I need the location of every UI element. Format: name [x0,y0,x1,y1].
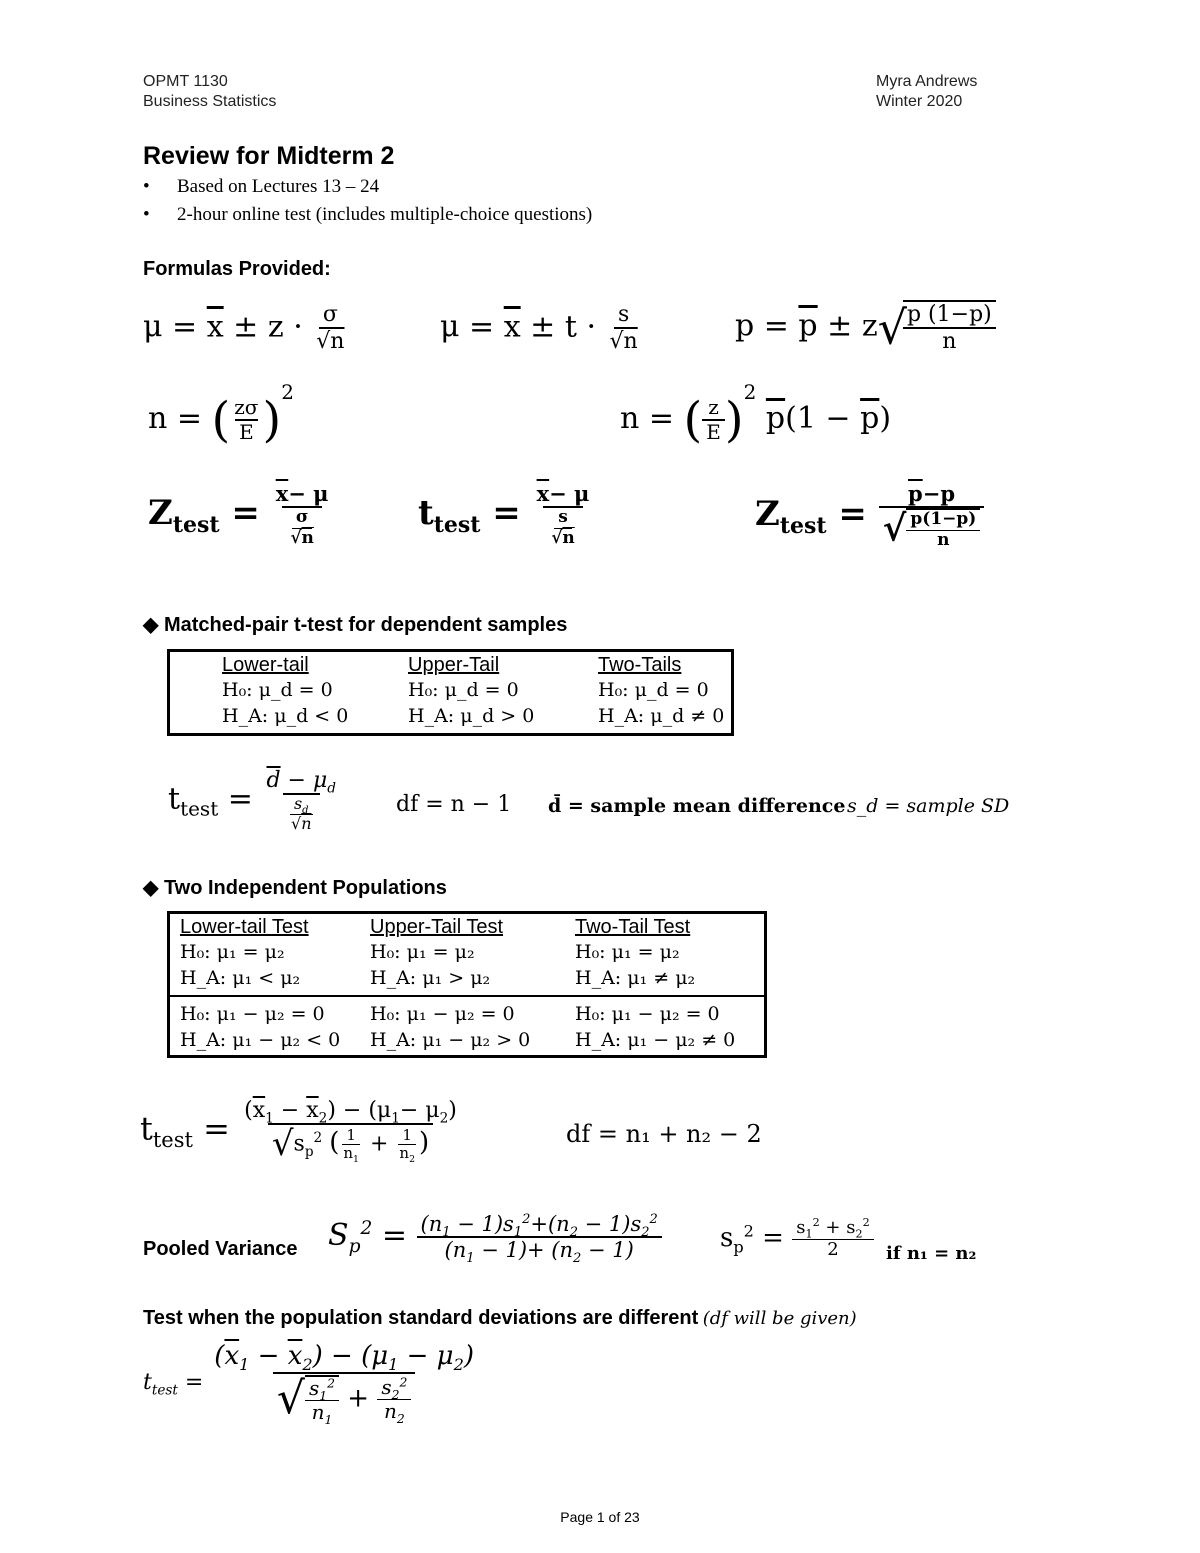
table-header: Upper-Tail [408,654,500,676]
formula-pooled-variance-equal-n: $s_p^2$ = $\frac{s_1^2 + s_2^2}{2}$ [720,1218,874,1260]
table-cell: H₀: μ_d = 0 [598,679,709,701]
table-cell: H_A: μ₁ − μ₂ > 0 [370,1029,531,1051]
table-cell: H₀: μ₁ − μ₂ = 0 [575,1003,720,1025]
author-name: Myra Andrews [876,73,978,90]
table-row [169,939,766,965]
independent-hypotheses-table [167,911,767,1058]
table-header: Lower-tail Test [180,916,309,938]
formula-t-test-paired: $t_{test}$ = $\frac{\overline{d} - \mu_d}{\frac{s_d}{√n}}$ [168,768,337,833]
course-code: OPMT 1130 [143,73,228,90]
table-row [169,965,766,996]
formula-t-test-mean: $t_{test}$ = $\frac{\overline{x}- \mu}{\frac{s}{√n}}$ [418,481,590,548]
table-row [169,703,733,735]
formula-t-test-pooled: $t_{test}$ = $(\overline{x}_1 - \overline{x}_2) - (\mu_1- \mu_2)$ $√s_p^2$ ( $\frac{1}{n_1}$ + $\frac{1}{n_2}$ ) [140,1098,457,1166]
table-cell: H₀: μ_d = 0 [408,679,519,701]
page-title: Review for Midterm 2 [143,142,395,170]
paired-df: df = n − 1 [396,792,512,817]
table-header: Two-Tails [598,654,682,676]
formula-ci-proportion: $p = \overline{p} \pm z√$ $\frac{p (1-\overline{p})}{n}$ [735,300,996,355]
table-row [169,677,733,703]
paired-dbar-definition: d̄ = sample mean difference [548,795,846,817]
bullet-dot-icon: • [143,176,150,197]
table-cell: H_A: μ_d > 0 [408,705,535,727]
formula-z-test-mean: $Z_{test}$ = $\frac{\overline{x}- \mu}{\frac{\sigma}{√n}}$ [148,481,329,548]
unequal-sd-df-note: (df will be given) [702,1308,857,1329]
table-cell: H_A: μ_d ≠ 0 [598,705,725,727]
section-two-independent: ◆ Two Independent Populations [143,877,447,899]
table-cell: H₀: μ₁ = μ₂ [370,941,475,963]
course-name: Business Statistics [143,93,277,110]
formula-sample-size-proportion: n = ( $\frac{z}{E}$ )$^2$ $\overline{p}(1 - \overline{p})$ [620,380,892,448]
table-cell: H_A: μ₁ − μ₂ ≠ 0 [575,1029,736,1051]
bullet-dot-icon: • [143,204,150,225]
pooled-variance-label: Pooled Variance [143,1238,298,1260]
paired-sd-definition: s_d = sample SD [847,795,1010,817]
table-cell: H_A: μ₁ ≠ μ₂ [575,965,766,996]
formula-sample-size-mean: n = ( $\frac{z\sigma}{E}$ )$^2$ [148,380,294,448]
table-cell: H₀: μ₁ = μ₂ [575,941,680,963]
pooled-equal-n-note: if n₁ = n₂ [886,1243,977,1264]
bullet-item [143,176,379,198]
table-cell: H_A: μ₁ > μ₂ [370,965,575,996]
formulas-heading: Formulas Provided: [143,258,331,280]
table-row [169,996,766,1027]
table-cell: H₀: μ₁ = μ₂ [180,941,285,963]
page-number: Page 1 of 23 [560,1509,640,1525]
unequal-sd-heading-text: Test when the population standard deviations are different [143,1307,699,1329]
table-cell: H₀: μ₁ − μ₂ = 0 [180,1003,325,1025]
table-header: Two-Tail Test [575,916,691,938]
section-matched-pair: ◆ Matched-pair t-test for dependent samples [143,614,568,636]
table-header: Upper-Tail Test [370,916,504,938]
table-cell: H_A: μ_d < 0 [222,705,349,727]
formula-t-test-unequal-sd: $t_{test}$ = $(\overline{x}_1 - \overline{x}_2) - (\mu_1 - \mu_2)$ √ $\frac{s_1^2}{n_1}$ + $\frac{s_2^2}{n_2}$ [143,1341,474,1427]
table-cell: H₀: μ₁ − μ₂ = 0 [370,1003,515,1025]
table-cell: H_A: μ₁ < μ₂ [169,965,371,996]
table-cell: H_A: μ₁ − μ₂ < 0 [180,1029,341,1051]
table-cell: H₀: μ_d = 0 [222,679,333,701]
formula-z-test-proportion: $Z_{test}$ = $\overline{p}-p$ √ $\frac{p(1-p)}{n}$ [755,482,984,550]
term: Winter 2020 [876,93,963,110]
table-row [169,1027,766,1057]
bullet-item [143,204,592,226]
formula-pooled-variance: $S_p^2$ = $\frac{(n_1 - 1)s_1^2+(n_2 - 1)s_2^2}{(n_1 - 1)+ (n_2 - 1)}$ [328,1212,662,1262]
pooled-df: df = n₁ + n₂ − 2 [566,1120,762,1148]
table-header: Lower-tail [222,654,309,676]
bullet-text: 2-hour online test (includes multiple-choice questions) [177,204,593,225]
formula-ci-mean-z: $\mu = \overline{x} \pm z$ · $\frac{\sigma}{√n}$ [143,302,345,355]
formula-ci-mean-t: $\mu = \overline{x} \pm t$ · $\frac{s}{√n}$ [440,302,638,355]
matched-hypotheses-table [167,649,734,736]
unequal-sd-heading [143,1307,857,1330]
bullet-text: Based on Lectures 13 – 24 [177,176,380,197]
